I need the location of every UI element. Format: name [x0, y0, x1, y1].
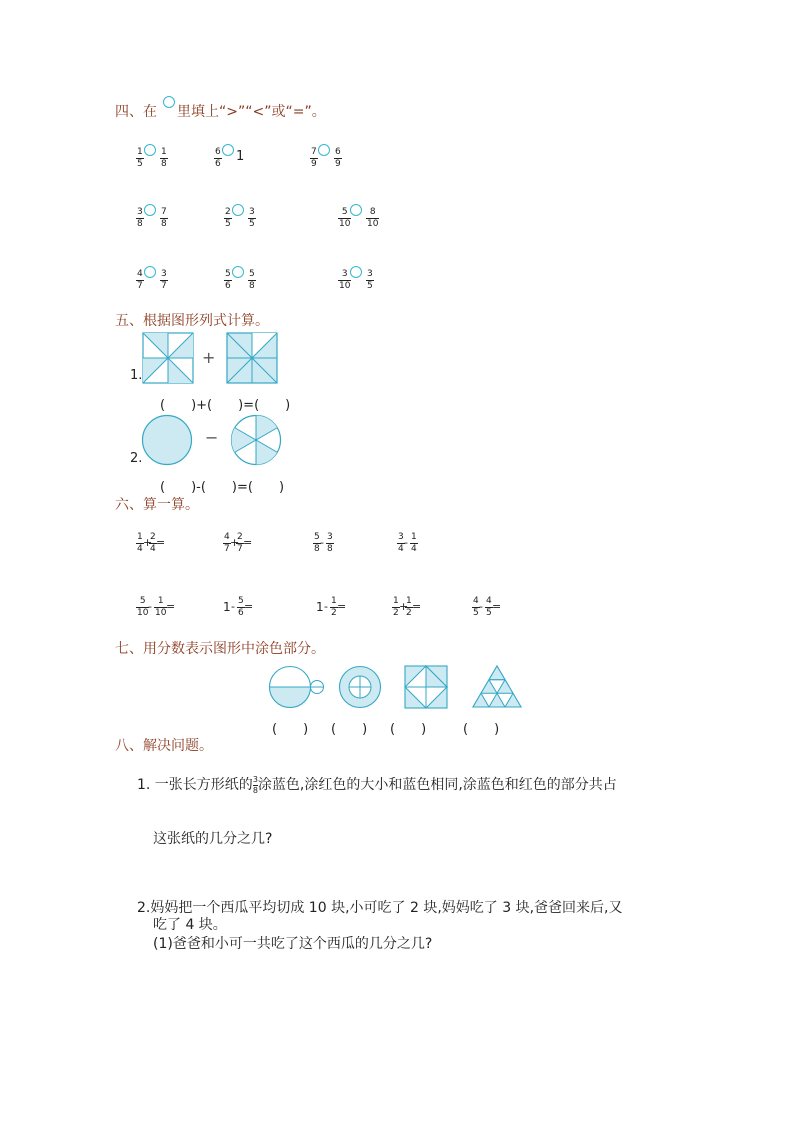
blank-2: ( ): [331, 722, 368, 737]
calc-row1-1-a-numerator: 1: [137, 532, 143, 542]
comparison-4-left: [136, 208, 144, 229]
comparison-9-left-numerator: 3: [341, 269, 348, 279]
calc-row2-1-b-numerator: 1: [157, 596, 164, 606]
comparison-5-left-numerator: 2: [225, 207, 231, 217]
calc-row2-4-b-numerator: 1: [406, 596, 412, 606]
answer-circle-7[interactable]: [144, 266, 156, 278]
comparison-8-left: [224, 270, 232, 291]
calc-row2-4-a-numerator: 1: [393, 596, 399, 606]
answer-circle-9[interactable]: [350, 266, 362, 278]
comparison-5-right-denominator: 5: [249, 219, 255, 229]
comparison-8-right-numerator: 5: [249, 269, 255, 279]
comparison-6-right-numerator: 8: [369, 207, 376, 217]
comparison-1-left-denominator: 5: [137, 159, 143, 169]
calc-row1-1-b-numerator: 2: [150, 532, 156, 542]
calc-row2-4-b-denominator: 2: [406, 608, 412, 618]
blank-4: ( ): [463, 722, 500, 737]
calc-row1-1-a-denominator: 4: [137, 544, 143, 554]
calc-row2-4-a-denominator: 2: [393, 608, 399, 618]
comparison-7-right-numerator: 3: [161, 269, 167, 279]
comparison-8-right: [248, 270, 256, 291]
circle-half-shaded-figure: [268, 665, 326, 709]
calc-row1-4-b: [410, 533, 418, 554]
calc-row1-4-op: -: [404, 536, 408, 549]
calc-row2-3-a: 1: [316, 600, 324, 614]
comparison-2-left: [214, 148, 222, 169]
comparison-1-right: [160, 148, 168, 169]
answer-circle-1[interactable]: [144, 144, 156, 156]
calc-row2-2-b-denominator: 6: [238, 608, 244, 618]
calc-row1-4-b-denominator: 4: [411, 544, 417, 554]
ring-figure: [338, 665, 382, 709]
answer-circle-8[interactable]: [232, 266, 244, 278]
comparison-3-left-denominator: 9: [311, 159, 317, 169]
comparison-7-right: [160, 270, 168, 291]
blank-3: ( ): [390, 722, 427, 737]
comparison-6-left-numerator: 5: [341, 207, 348, 217]
calc-row1-1-b-denominator: 4: [150, 544, 156, 554]
comparison-1-right-denominator: 8: [161, 159, 167, 169]
comparison-3-right-denominator: 9: [335, 159, 341, 169]
comparison-2-left-denominator: 6: [215, 159, 221, 169]
answer-circle-6[interactable]: [350, 204, 362, 216]
answer-circle-3[interactable]: [318, 144, 330, 156]
comparison-2-right: 1: [236, 149, 245, 164]
answer-circle-4[interactable]: [144, 204, 156, 216]
calc-row2-5-op: -: [479, 600, 483, 613]
comparison-4-right-denominator: 8: [161, 219, 167, 229]
comparison-8-left-denominator: 6: [225, 281, 231, 291]
comparison-1-left: [136, 148, 144, 169]
problem-8-1-line2: 这张纸的几分之几?: [153, 831, 273, 847]
comparison-7-right-denominator: 7: [161, 281, 167, 291]
calc-row2-3-b-denominator: 2: [331, 608, 337, 618]
calc-row2-3-eq: =: [337, 600, 347, 613]
comparison-6-right: [366, 208, 379, 229]
plus-sign: +: [202, 348, 216, 367]
calc-row2-1-a-denominator: 10: [137, 608, 149, 618]
comparison-9-right-numerator: 3: [367, 269, 373, 279]
comparison-4-left-denominator: 8: [137, 219, 143, 229]
calc-row2-1-b-denominator: 10: [155, 608, 167, 618]
problem-2-blanks: ( )-( )=( ): [160, 480, 285, 495]
comparison-9-left-denominator: 10: [339, 281, 351, 291]
square-8-parts-left: [142, 332, 194, 384]
calc-row2-3-op: -: [324, 600, 328, 613]
comparison-5-left-denominator: 5: [225, 219, 231, 229]
comparison-5-right-numerator: 3: [249, 207, 255, 217]
comparison-7-left-numerator: 4: [137, 269, 143, 279]
comparison-1-right-numerator: 1: [161, 147, 167, 157]
section-6-title: 六、算一算。: [115, 497, 199, 513]
comparison-6-left-denominator: 10: [339, 219, 351, 229]
calc-row2-4-eq: =: [412, 600, 422, 613]
calc-row1-4-a-numerator: 3: [398, 532, 404, 542]
section-4-title-pre: 四、在: [115, 104, 157, 120]
comparison-9-right-denominator: 5: [367, 281, 373, 291]
calc-row1-2-a-numerator: 4: [224, 532, 230, 542]
problem-8-1-den: 8: [252, 785, 258, 795]
calc-row2-2-b-numerator: 5: [238, 596, 244, 606]
calc-row2-5-eq: =: [492, 600, 502, 613]
calc-row2-1-eq: =: [166, 600, 176, 613]
calc-row1-2-b-denominator: 7: [237, 544, 243, 554]
comparison-8-right-denominator: 8: [249, 281, 255, 291]
calc-row1-1-eq: =: [156, 536, 166, 549]
section-5-title: 五、根据图形列式计算。: [115, 313, 269, 329]
calc-row1-3-op: -: [320, 536, 324, 549]
comparison-3-right-numerator: 6: [335, 147, 341, 157]
square-diamond-figure: [404, 665, 448, 709]
problem-1-blanks: ( )+( )=( ): [160, 398, 291, 413]
calc-row2-3-b-numerator: 1: [331, 596, 337, 606]
problem-8-2-line2: 吃了 4 块。: [153, 917, 227, 933]
calc-row1-2-a-denominator: 7: [224, 544, 230, 554]
calc-row2-5-a-denominator: 5: [473, 608, 479, 618]
calc-row1-2-b-numerator: 2: [237, 532, 243, 542]
minus-sign: −: [205, 428, 219, 447]
comparison-1-left-numerator: 1: [137, 147, 143, 157]
section-7-title: 七、用分数表示图形中涂色部分。: [115, 641, 325, 657]
problem-8-1-line1: [137, 774, 617, 795]
calc-row2-2-eq: =: [244, 600, 254, 613]
problem-8-1-num: 3: [252, 774, 258, 784]
comparison-3-left-numerator: 7: [311, 147, 317, 157]
section-4-title: [115, 101, 326, 121]
calc-row2-5-b-denominator: 5: [486, 608, 492, 618]
problem-8-2-line1: 2.妈妈把一个西瓜平均切成 10 块,小可吃了 2 块,妈妈吃了 3 块,爸爸回来后,又: [137, 900, 623, 916]
section-8-title: 八、解决问题。: [115, 738, 213, 754]
comparison-3-right: [334, 148, 342, 169]
calc-row1-3-b: [326, 533, 334, 554]
comparison-8-left-numerator: 5: [225, 269, 231, 279]
answer-circle-5[interactable]: [232, 204, 244, 216]
comparison-4-left-numerator: 3: [137, 207, 143, 217]
calc-row2-1-op: -: [148, 600, 152, 613]
square-8-parts-right: [226, 332, 278, 384]
problem-2-number: 2.: [130, 451, 143, 466]
comparison-9-right: [366, 270, 374, 291]
calc-row1-3-b-numerator: 3: [327, 532, 333, 542]
circle-6-parts: [230, 414, 282, 466]
calc-row2-5-b-numerator: 4: [486, 596, 492, 606]
calc-row2-4-op: +: [399, 600, 409, 613]
blank-1: ( ): [272, 722, 309, 737]
comparison-4-right-numerator: 7: [161, 207, 167, 217]
calc-row2-5-a-numerator: 4: [473, 596, 479, 606]
calc-row1-1-op: +: [143, 536, 153, 549]
comparison-6-right-denominator: 10: [367, 219, 379, 229]
full-circle: [141, 414, 193, 466]
calc-row1-2-eq: =: [243, 536, 253, 549]
comparison-5-right: [248, 208, 256, 229]
problem-8-2-question-1: (1)爸爸和小可一共吃了这个西瓜的几分之几?: [153, 936, 433, 952]
calc-row2-2-op: -: [231, 600, 235, 613]
problem-8-1-pre: 1. 一张长方形纸的: [137, 777, 253, 793]
comparison-7-left-denominator: 7: [137, 281, 143, 291]
comparison-2-left-numerator: 6: [215, 147, 221, 157]
calc-row2-2-a: 1: [223, 600, 231, 614]
triangle-figure: [472, 665, 522, 709]
comparison-5-left: [224, 208, 232, 229]
section-4-title-post: 里填上“>”“<”或“=”。: [177, 104, 326, 120]
problem-1-number: 1.: [130, 368, 143, 383]
calc-row1-3-a-numerator: 5: [314, 532, 320, 542]
calc-row1-3-a-denominator: 8: [314, 544, 320, 554]
calc-row1-2-op: +: [230, 536, 240, 549]
calc-row1-4-a-denominator: 4: [398, 544, 404, 554]
calc-row1-4-b-numerator: 1: [411, 532, 417, 542]
calc-row1-3-b-denominator: 8: [327, 544, 333, 554]
comparison-7-left: [136, 270, 144, 291]
problem-8-1-post: 涂蓝色,涂红色的大小和蓝色相同,涂蓝色和红色的部分共占: [257, 777, 617, 793]
comparison-3-left: [310, 148, 318, 169]
calc-row2-1-a-numerator: 5: [139, 596, 146, 606]
answer-circle-example: [163, 96, 175, 108]
comparison-4-right: [160, 208, 168, 229]
answer-circle-2[interactable]: [222, 144, 234, 156]
